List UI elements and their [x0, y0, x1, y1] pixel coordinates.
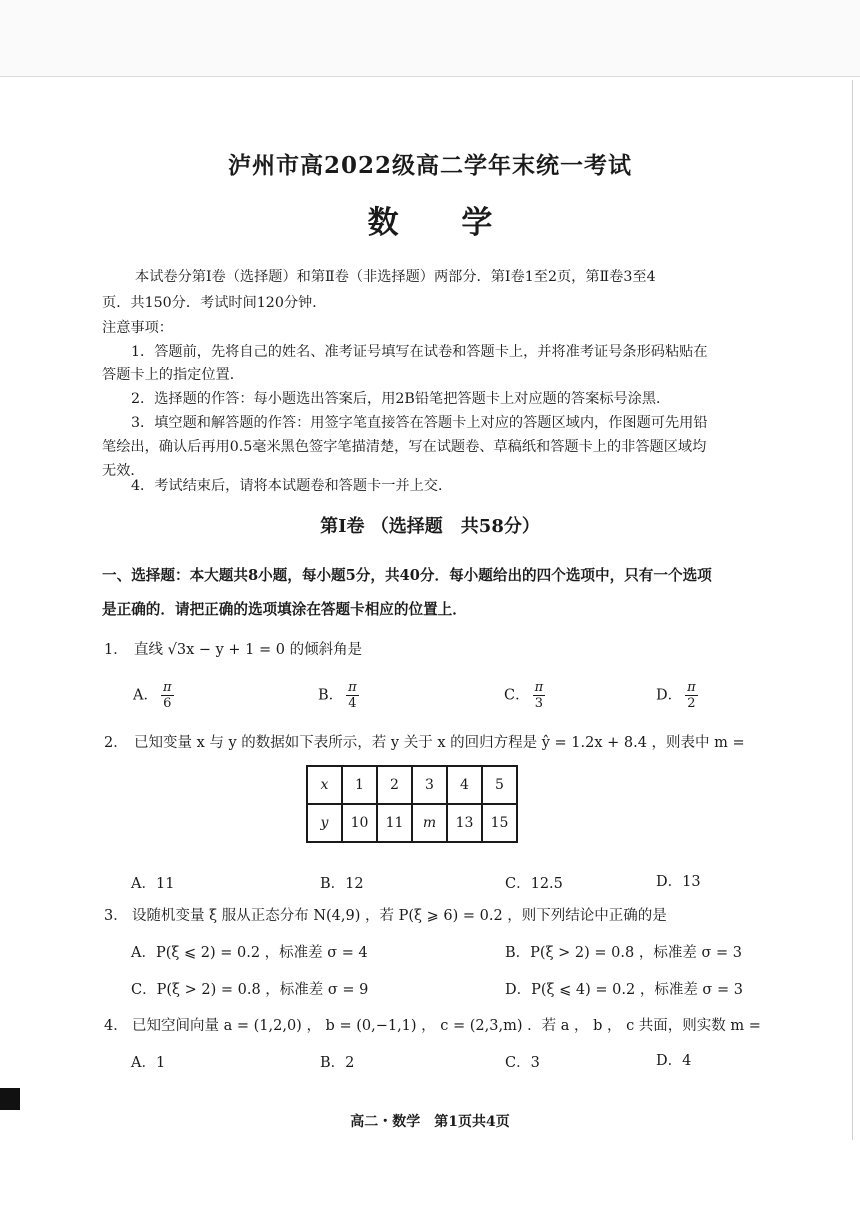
- option-c: [504, 680, 545, 711]
- option-text: P(ξ ⩽ 4) = 0.2 ，标准差 σ = 3: [531, 982, 743, 998]
- table-cell: 5: [482, 766, 517, 804]
- note-line: 4．考试结束后，请将本试题卷和答题卡一并上交．: [131, 478, 453, 494]
- question-number: 3．: [104, 908, 128, 924]
- option-a: [131, 941, 368, 962]
- fraction-denominator: 6: [163, 696, 172, 711]
- option-label: A．: [131, 876, 156, 892]
- question-number: 2．: [104, 735, 128, 751]
- option-text: P(ξ > 2) = 0.8 ，标准差 σ = 9: [156, 982, 369, 998]
- note-line: 2．选择题的作答：每小题选出答案后，用2B铅笔把答题卡上对应题的答案标号涂黑．: [131, 391, 671, 407]
- scan-top-margin: [0, 0, 860, 77]
- option-b: [318, 680, 359, 711]
- table-cell: 1: [342, 766, 377, 804]
- table-cell: 13: [447, 804, 482, 842]
- note-line: 无效．: [102, 463, 145, 479]
- table-cell: 2: [377, 766, 412, 804]
- question-stem: 已知空间向量 a = (1,2,0) ， b = (0,−1,1) ， c = (2,3,m) ．若 a ， b ， c 共面，则实数 m =: [132, 1018, 761, 1034]
- option-label: C．: [131, 982, 157, 998]
- data-table: [306, 765, 518, 843]
- table-cell: 4: [447, 766, 482, 804]
- fraction-numerator: π: [534, 680, 544, 695]
- table-cell: x: [307, 766, 342, 804]
- option-a: [133, 680, 174, 711]
- table-cell: 15: [482, 804, 517, 842]
- option-label: C．: [505, 876, 531, 892]
- option-text: 4: [682, 1053, 692, 1069]
- option-text: 11: [155, 876, 175, 892]
- option-label: D．: [505, 982, 532, 998]
- table-row: [307, 766, 517, 804]
- page-footer: 高二・数学 第1页共4页: [350, 1114, 510, 1130]
- fraction: [533, 680, 546, 711]
- note-line: 3．填空题和解答题的作答：用签字笔直接答在答题卡上对应的答题区域内，作图题可先用铅: [131, 415, 708, 431]
- section-title: 第Ⅰ卷 （选择题 共58分）: [320, 516, 540, 537]
- option-b: [320, 1051, 354, 1072]
- question-stem: 直线 √3x − y + 1 = 0 的倾斜角是: [134, 642, 363, 658]
- option-a: [131, 872, 174, 893]
- option-label: C．: [505, 1055, 531, 1071]
- fraction-denominator: 3: [534, 696, 544, 711]
- option-text: 12: [345, 876, 364, 892]
- option-label: D．: [656, 1053, 683, 1069]
- option-a: [131, 1051, 165, 1072]
- option-text: P(ξ ⩽ 2) = 0.2 ，标准差 σ = 4: [155, 945, 368, 961]
- scan-edge-mark: [0, 1088, 20, 1110]
- fraction: [346, 680, 359, 711]
- option-label: B．: [320, 876, 346, 892]
- question-number: 1．: [104, 642, 128, 658]
- table-row: [307, 804, 517, 842]
- fraction-denominator: 2: [687, 696, 696, 711]
- option-d: [656, 1049, 691, 1070]
- option-text: 2: [345, 1055, 355, 1071]
- intro-line-1: 本试卷分第Ⅰ卷（选择题）和第Ⅱ卷（非选择题）两部分．第Ⅰ卷1至2页，第Ⅱ卷3至4: [135, 269, 656, 285]
- option-d: [656, 870, 701, 891]
- option-d: [505, 978, 743, 999]
- option-label: B．: [505, 945, 531, 961]
- section-instruction-line-1: 一、选择题：本大题共8小题，每小题5分，共40分．每小题给出的四个选项中，只有一个选项: [102, 567, 712, 584]
- fraction-numerator: π: [162, 680, 172, 695]
- fraction-numerator: π: [687, 680, 696, 695]
- option-label: A．: [133, 687, 158, 704]
- option-label: D．: [656, 687, 683, 704]
- option-b: [505, 941, 742, 962]
- table-cell: 3: [412, 766, 447, 804]
- fraction: [685, 680, 698, 711]
- option-label: C．: [504, 687, 530, 704]
- option-label: A．: [131, 1055, 156, 1071]
- option-c: [505, 872, 563, 893]
- option-text: 3: [530, 1055, 540, 1071]
- option-label: D．: [656, 874, 683, 890]
- intro-line-2: 页．共150分．考试时间120分钟．: [102, 295, 327, 311]
- question-stem: 已知变量 x 与 y 的数据如下表所示，若 y 关于 x 的回归方程是 ŷ = 1.2x + 8.4 ，则表中 m =: [134, 735, 745, 751]
- question-stem: 设随机变量 ξ 服从正态分布 N(4,9) ，若 P(ξ ⩾ 6) = 0.2 ，则下列结论中正确的是: [132, 908, 667, 924]
- option-b: [320, 872, 364, 893]
- notes-heading: 注意事项：: [102, 320, 173, 336]
- option-text: 1: [155, 1055, 166, 1071]
- option-label: B．: [320, 1055, 346, 1071]
- table-cell: m: [412, 804, 447, 842]
- note-line: 1．答题前，先将自己的姓名、准考证号填写在试卷和答题卡上，并将准考证号条形码粘贴在: [131, 344, 708, 360]
- table-cell: y: [307, 804, 342, 842]
- option-text: P(ξ > 2) = 0.8 ，标准差 σ = 3: [530, 945, 742, 961]
- exam-title: 泸州市高2022级高二学年末统一考试: [227, 152, 632, 179]
- fraction: [161, 680, 174, 711]
- option-c: [131, 978, 368, 999]
- section-instruction-line-2: 是正确的．请把正确的选项填涂在答题卡相应的位置上．: [102, 601, 467, 618]
- option-d: [656, 680, 698, 711]
- fraction-numerator: π: [348, 680, 357, 695]
- question-number: 4．: [104, 1018, 128, 1034]
- option-c: [505, 1051, 540, 1072]
- note-line: 答题卡上的指定位置．: [102, 367, 244, 383]
- table-cell: 11: [377, 804, 412, 842]
- fraction-denominator: 4: [348, 696, 357, 711]
- note-line: 笔绘出，确认后再用0.5毫米黑色签字笔描清楚，写在试题卷、草稿纸和答题卡上的非答题区域均: [102, 439, 707, 455]
- option-label: B．: [318, 687, 344, 704]
- subject-title: 数 学: [367, 205, 519, 241]
- option-label: A．: [131, 945, 156, 961]
- table-cell: 10: [342, 804, 377, 842]
- option-text: 12.5: [530, 876, 563, 892]
- option-text: 13: [682, 874, 701, 890]
